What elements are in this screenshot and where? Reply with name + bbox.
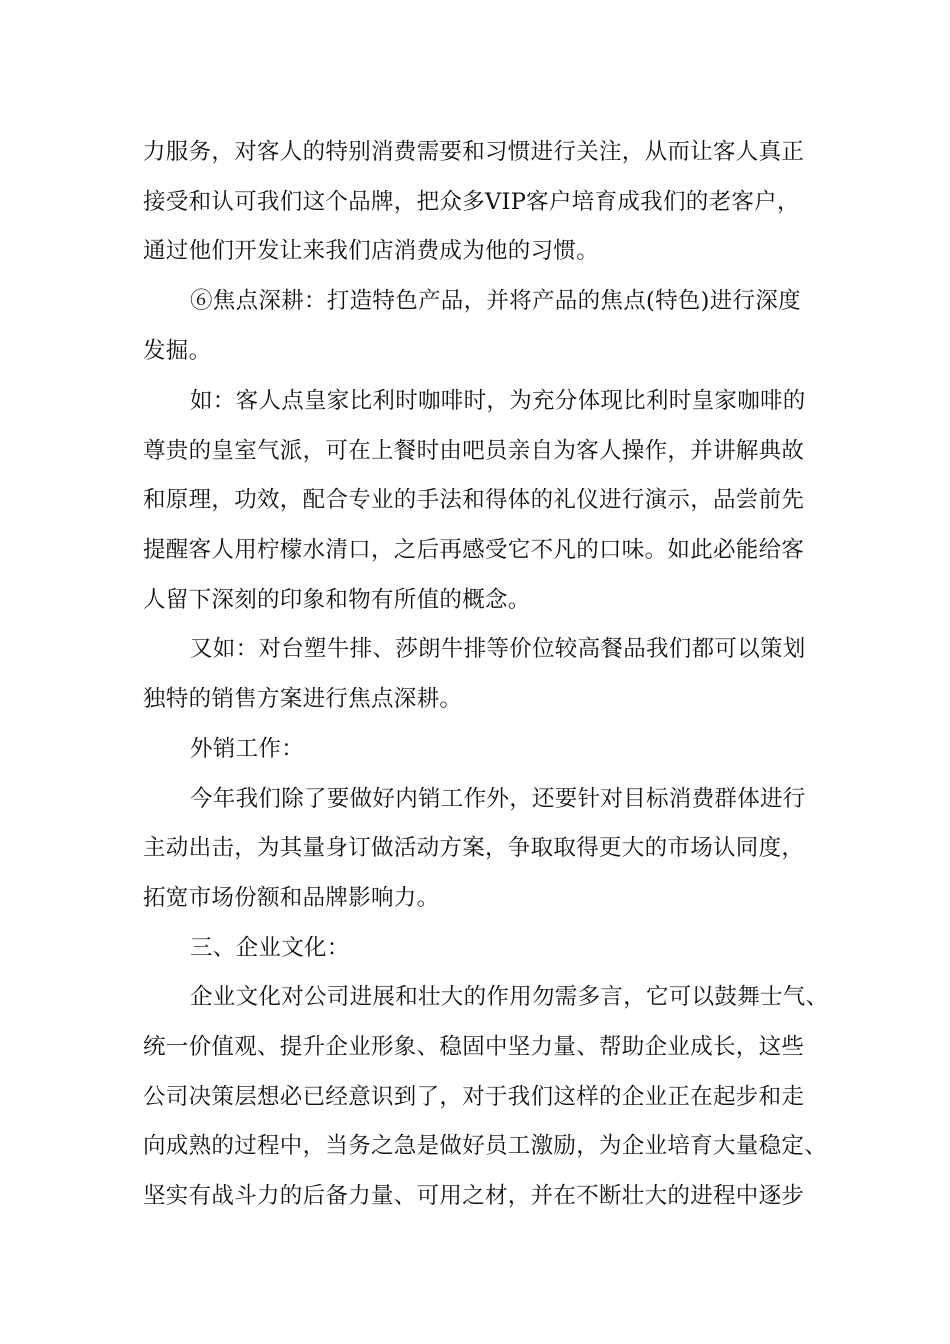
- text-line: 拓宽市场份额和品牌影响力。: [143, 885, 440, 911]
- text-line: 独特的销售方案进行焦点深耕。: [143, 686, 463, 712]
- text-line: 企业文化对公司进展和壮大的作用勿需多言，它可以鼓舞士气、: [190, 984, 829, 1010]
- text-line: 今年我们除了要做好内销工作外，还要针对目标消费群体进行: [190, 786, 806, 812]
- text-line: 主动出击，为其量身订做活动方案，争取取得更大的市场认同度，: [143, 835, 805, 861]
- text-line: 尊贵的皇室气派，可在上餐时由吧员亲自为客人操作，并讲解典故: [143, 438, 805, 464]
- text-line: 又如：对台塑牛排、莎朗牛排等价位较高餐品我们都可以策划: [190, 636, 806, 662]
- text-line: 坚实有战斗力的后备力量、可用之材，并在不断壮大的进程中逐步: [143, 1183, 805, 1209]
- text-line: 通过他们开发让来我们店消费成为他的习惯。: [143, 238, 600, 264]
- text-line: 统一价值观、提升企业形象、稳固中坚力量、帮助企业成长，这些: [143, 1034, 805, 1060]
- section-heading: 三、企业文化：: [190, 935, 350, 961]
- text-line: 向成熟的过程中，当务之急是做好员工激励，为企业培育大量稳定、: [143, 1133, 828, 1159]
- text-line: 力服务，对客人的特别消费需要和习惯进行关注，从而让客人真正: [143, 139, 805, 165]
- text-line: 提醒客人用柠檬水清口，之后再感受它不凡的口味。如此必能给客: [143, 537, 805, 563]
- text-line: 发掘。: [143, 338, 212, 364]
- text-line: 和原理，功效，配合专业的手法和得体的礼仪进行演示，品尝前先: [143, 487, 805, 513]
- text-line: 接受和认可我们这个品牌，把众多VIP客户培育成我们的老客户，: [143, 189, 800, 215]
- text-line: 人留下深刻的印象和物有所值的概念。: [143, 587, 531, 613]
- text-line: ⑥焦点深耕：打造特色产品，并将产品的焦点(特色)进行深度: [190, 288, 801, 314]
- text-line: 公司决策层想必已经意识到了，对于我们这样的企业正在起步和走: [143, 1084, 805, 1110]
- text-line: 如：客人点皇家比利时咖啡时，为充分体现比利时皇家咖啡的: [190, 388, 806, 414]
- section-heading: 外销工作：: [190, 736, 305, 762]
